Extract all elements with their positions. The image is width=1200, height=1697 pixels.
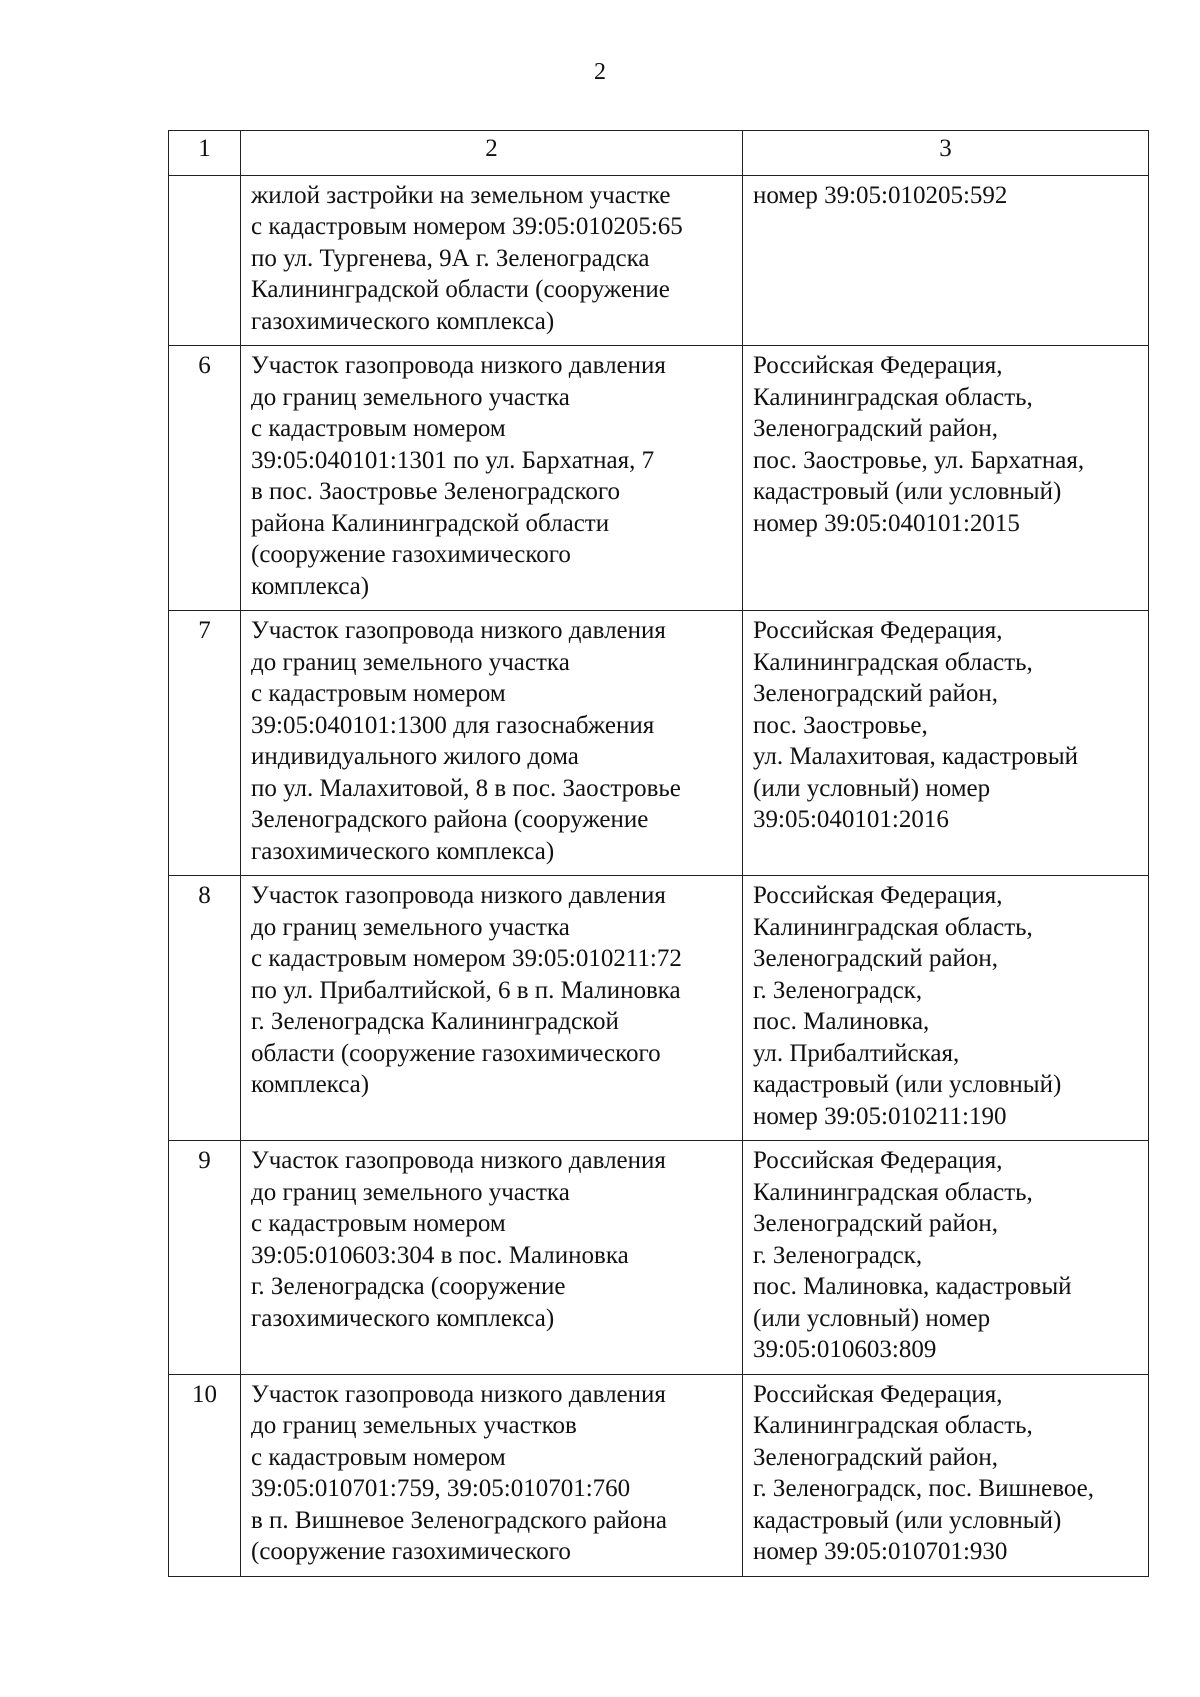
description-line: до границ земельного участка xyxy=(251,1178,570,1206)
description-line: с кадастровым номером xyxy=(251,1443,506,1471)
location-line: кадастровый (или условный) xyxy=(753,1071,1062,1098)
description-line: до границ земельного участка xyxy=(251,913,570,941)
description-line: 39:05:010603:304 в пос. Малиновка xyxy=(251,1241,629,1269)
location-line: Калининградская область, xyxy=(753,1178,1033,1206)
description-line: Участок газопровода низкого давления xyxy=(251,882,666,909)
location-line: Зеленоградский район, xyxy=(753,1210,998,1237)
description-line: с кадастровым номером xyxy=(251,680,506,707)
row-number xyxy=(169,175,241,346)
description-line: по ул. Прибалтийской, 6 в п. Малиновка xyxy=(251,976,681,1004)
description-line: с кадастровым номером 39:05:010211:72 xyxy=(251,945,682,972)
object-description-cell xyxy=(241,175,743,346)
description-line: области (сооружение газохимического xyxy=(251,1039,661,1067)
location-line: Калининградская область, xyxy=(753,1412,1033,1439)
description-line: до границ земельных участков xyxy=(251,1412,577,1439)
description-line: жилой застройки на земельном участке xyxy=(251,181,671,209)
table-row xyxy=(169,175,1149,346)
location-line: кадастровый (или условный) xyxy=(753,478,1062,505)
description-line: в пос. Заостровье Зеленоградского xyxy=(251,478,621,505)
description-line: с кадастровым номером 39:05:010205:65 xyxy=(251,213,683,240)
location-line: Калининградская область, xyxy=(753,913,1033,941)
object-description-cell xyxy=(241,611,743,876)
location-line: кадастровый (или условный) xyxy=(753,1506,1062,1534)
table-row xyxy=(169,611,1149,876)
location-line: Калининградская область, xyxy=(753,383,1033,411)
location-cell xyxy=(743,346,1149,611)
description-line: комплекса) xyxy=(251,1071,370,1098)
location-line: пос. Заостровье, ул. Бархатная, xyxy=(753,446,1085,474)
table-row xyxy=(169,346,1149,611)
location-line: номер 39:05:010205:592 xyxy=(753,181,1008,209)
description-line: 39:05:040101:1301 по ул. Бархатная, 7 xyxy=(251,446,655,474)
location-line: (или условный) номер xyxy=(753,1304,991,1332)
location-line: 39:05:010603:809 xyxy=(753,1336,937,1363)
description-line: до границ земельного участка xyxy=(251,648,570,676)
location-line: ул. Прибалтийская, xyxy=(753,1039,960,1067)
location-line: Зеленоградский район, xyxy=(753,945,998,972)
object-description-cell xyxy=(241,1141,743,1375)
description-line: (сооружение газохимического xyxy=(251,541,571,568)
row-number: 10 xyxy=(169,1374,241,1576)
description-line: 39:05:040101:1300 для газоснабжения xyxy=(251,711,655,739)
location-line: Калининградская область, xyxy=(753,648,1033,676)
location-cell xyxy=(743,175,1149,346)
location-line: номер 39:05:040101:2015 xyxy=(753,509,1020,537)
description-line: комплекса) xyxy=(251,572,370,600)
location-line: пос. Малиновка, xyxy=(753,1008,930,1035)
description-line: 39:05:010701:759, 39:05:010701:760 xyxy=(251,1475,631,1502)
description-line: района Калининградской области xyxy=(251,509,610,537)
location-line: Российская Федерация, xyxy=(753,1380,1003,1408)
page-number: 2 xyxy=(594,59,606,85)
row-number: 7 xyxy=(169,611,241,876)
description-line: по ул. Малахитовой, 8 в пос. Заостровье xyxy=(251,774,681,802)
table-header-row xyxy=(169,131,1149,176)
description-line: Участок газопровода низкого давления xyxy=(251,1147,666,1174)
description-line: по ул. Тургенева, 9А г. Зеленоградска xyxy=(251,244,650,272)
description-line: г. Зеленоградска Калининградской xyxy=(251,1008,619,1035)
column-header-3: 3 xyxy=(743,131,1149,176)
location-line: номер 39:05:010211:190 xyxy=(753,1102,1007,1130)
location-line: Зеленоградский район, xyxy=(753,1443,998,1471)
row-number: 9 xyxy=(169,1141,241,1375)
table-row xyxy=(169,876,1149,1141)
description-line: Участок газопровода низкого давления xyxy=(251,352,666,379)
location-cell xyxy=(743,1141,1149,1375)
description-line: газохимического комплекса) xyxy=(251,837,555,865)
description-line: Зеленоградского района (сооружение xyxy=(251,806,649,833)
location-line: Российская Федерация, xyxy=(753,1147,1003,1174)
table-row xyxy=(169,1374,1149,1576)
location-line: Российская Федерация, xyxy=(753,617,1003,644)
description-line: газохимического комплекса) xyxy=(251,307,555,335)
description-line: индивидуального жилого дома xyxy=(251,743,579,770)
location-line: пос. Заостровье, xyxy=(753,711,928,739)
location-line: г. Зеленоградск, пос. Вишневое, xyxy=(753,1475,1094,1502)
description-line: (сооружение газохимического xyxy=(251,1538,571,1565)
description-line: с кадастровым номером xyxy=(251,1210,506,1237)
location-line: Зеленоградский район, xyxy=(753,415,998,442)
object-description-cell xyxy=(241,1374,743,1576)
object-description-cell xyxy=(241,346,743,611)
description-line: до границ земельного участка xyxy=(251,383,570,411)
location-line: Российская Федерация, xyxy=(753,882,1003,909)
column-header-1: 1 xyxy=(169,131,241,176)
object-description-cell xyxy=(241,876,743,1141)
description-line: Калининградской области (сооружение xyxy=(251,276,670,303)
location-line: пос. Малиновка, кадастровый xyxy=(753,1273,1072,1300)
table-row xyxy=(169,1141,1149,1375)
description-line: г. Зеленоградска (сооружение xyxy=(251,1273,566,1300)
description-line: Участок газопровода низкого давления xyxy=(251,617,666,644)
location-line: Зеленоградский район, xyxy=(753,680,998,707)
location-cell xyxy=(743,1374,1149,1576)
description-line: газохимического комплекса) xyxy=(251,1304,555,1332)
location-line: г. Зеленоградск, xyxy=(753,976,923,1004)
location-cell xyxy=(743,611,1149,876)
row-number: 8 xyxy=(169,876,241,1141)
location-line: г. Зеленоградск, xyxy=(753,1241,923,1269)
location-cell xyxy=(743,876,1149,1141)
row-number: 6 xyxy=(169,346,241,611)
description-line: в п. Вишневое Зеленоградского района xyxy=(251,1506,667,1534)
location-line: номер 39:05:010701:930 xyxy=(753,1538,1008,1565)
location-line: Российская Федерация, xyxy=(753,352,1003,379)
description-line: с кадастровым номером xyxy=(251,415,506,442)
location-line: ул. Малахитовая, кадастровый xyxy=(753,743,1079,770)
location-line: 39:05:040101:2016 xyxy=(753,806,949,833)
location-line: (или условный) номер xyxy=(753,774,991,802)
document-table xyxy=(168,130,1149,1577)
column-header-2: 2 xyxy=(241,131,743,176)
description-line: Участок газопровода низкого давления xyxy=(251,1380,666,1408)
